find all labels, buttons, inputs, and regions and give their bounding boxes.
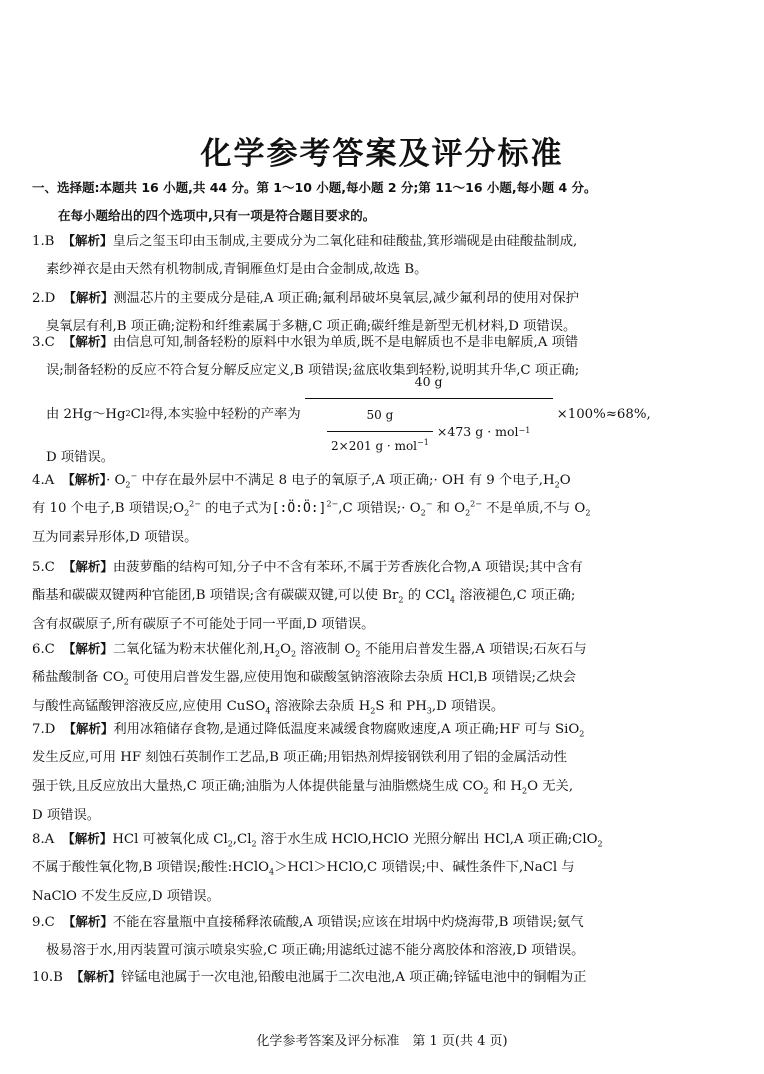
inner-fraction: $\frac{50 g}{2\times 201 g \cdot mol^{-1}}$ [327,401,433,461]
analysis-tag: 【解析】 [62,831,113,846]
electron-formula: [:Ö:Ö:] [271,501,327,516]
analysis-tag: 【解析】 [63,721,114,736]
analysis-tag: 【解析】 [62,334,113,349]
answer-number: 1.B [32,234,55,249]
page-footer: 化学参考答案及评分标准 第 1 页(共 4 页) [256,1034,508,1049]
answer-number: 8.A [32,832,55,847]
section-header-line2: 在每小题给出的四个选项中,只有一项是符合题目要求的。 [58,208,376,223]
analysis-text: 极易溶于水,用丙装置可演示喷泉实验,C 项正确;用滤纸过滤不能分离胶体和溶液,D 项错误。 [46,943,585,958]
answer-item-7: 7.D 【解析】利用冰箱储存食物,是通过降低温度来减缓食物腐败速度,A 项正确;HF 可与 SiO$_2$ 发生反应,可用 HF 刻蚀石英制作工艺品,B 项正确;用铝热剂焊接钢铁利用了铝的金属活动性 强于铁,且反应放出大量热,C 项正确;油脂为人体提供能量与油脂燃烧生成 $CO_2$ 和 $H_2O$ 无关, D 项错误。 [32,714,734,830]
analysis-text: 不能在容量瓶中直接稀释浓硫酸,A 项错误;应该在坩埚中灼烧海带,B 项错误;氨气 [112,915,584,930]
analysis-text: 误;制备轻粉的反应不符合复分解反应定义,B 项错误;盆底收集到轻粉,说明其升华,C 项正确; [46,363,580,378]
answer-item-10 [32,962,734,991]
analysis-text: 锌锰电池属于一次电池,铅酸电池属于二次电池,A 项正确;锌锰电池中的铜帽为正 [120,970,587,985]
analysis-text: 臭氧层有利,B 项正确;淀粉和纤维素属于多糖,C 项正确;碳纤维是新型无机材料,D 项错误。 [46,319,577,334]
analysis-text: 测温芯片的主要成分是硅,A 项正确;氟利昂破坏臭氧层,减少氟利昂的使用对保护 [113,291,579,306]
fraction: 40 g $\frac{50 g}{2\times 201 g \cdot mol^{-1}}$ ×473 g · mol −1 [305,367,553,461]
analysis-tag: 【解析】 [62,914,113,929]
section-header [32,174,744,230]
answer-number: 7.D [32,722,56,737]
analysis-text: 含有叔碳原子,所有碳原子不可能处于同一平面,D 项错误。 [32,617,375,632]
analysis-tag: 【解析】 [62,559,113,574]
answer-item-3 [32,327,734,472]
answer-item-8: 8.A 【解析】HCl 可被氧化成 $Cl_2,Cl_2$ 溶于水生成 HClO,HClO 光照分解出 HCl,A 项正确;ClO$_2$ 不属于酸性氧化物,B 项错误;酸性:HClO$_4$＞HCl＞HClO,C 项错误;中、碱性条件下,NaCl 与 NaClO 不发生反应,D 项错误。 [32,824,734,911]
page-title: 化学参考答案及评分标准 [200,136,564,172]
analysis-text: 发生反应,可用 HF 刻蚀石英制作工艺品,B 项正确;用铝热剂焊接钢铁利用了铝的金属活动性 [32,750,567,765]
analysis-tag: 【解析】 [62,641,113,656]
answer-item-1 [32,226,734,284]
analysis-text: NaClO 不发生反应,D 项错误。 [32,889,220,904]
analysis-text: 由信息可知,制备轻粉的原料中水银为单质,既不是电解质也不是非电解质,A 项错 [112,335,579,350]
analysis-text: D 项错误。 [32,808,101,823]
answer-number: 2.D [32,291,56,306]
answer-item-5: 5.C 【解析】由菠萝酯的结构可知,分子中不含有苯环,不属于芳香族化合物,A 项错误;其中含有 酯基和碳碳双键两种官能团,B 项错误;含有碳碳双键,可以使 $Br_2$ 的 CCl$_4$ 溶液褪色,C 项正确; 含有叔碳原子,所有碳原子不可能处于同一平面,D 项错误。 [32,552,734,639]
analysis-text: D 项错误。 [46,450,115,465]
answer-item-4: 4.A 【解析】· $O_2^-$ 中存在最外层中不满足 8 电子的氧原子,A 项正确;· OH 有 9 个电子$,H_2O$ 有 10 个电子,B 项错误$;O_2^{2-}$ 的电子式为[:Ö:Ö:]$^{2-}$,C 项错误;· $O_2^-$ 和 $O_2^{2-}$ 不是单质,不与 $O_2$ 互为同素异形体,D 项错误。 [32,465,734,552]
analysis-tag: 【解析】 [62,472,107,487]
answer-item-6: 6.C 【解析】二氧化锰为粉末状催化剂$,H_2O_2$ 溶液制 $O_2$ 不能用启普发生器,A 项错误;石灰石与 稀盐酸制备 $CO_2$ 可使用启普发生器,应使用饱和碳酸氢钠溶液除去杂质 HCl,B 项错误;乙炔会 与酸性高锰酸钾溶液反应,应使用 CuSO$_4$ 溶液除去杂质 $H_2S$ 和 $PH_3,D$ 项错误。 [32,634,734,721]
answer-number: 5.C [32,560,55,575]
analysis-text: 素纱禅衣是由天然有机物制成,青铜雁鱼灯是由合金制成,故选 B。 [46,262,428,277]
analysis-text: 由菠萝酯的结构可知,分子中不含有苯环,不属于芳香族化合物,A 项错误;其中含有 [112,560,583,575]
answer-number: 9.C [32,915,55,930]
analysis-tag: 【解析】 [62,233,113,248]
answer-item-9 [32,907,734,965]
analysis-text: 互为同素异形体,D 项错误。 [32,530,198,545]
yield-formula: 由 2Hg～Hg 2 Cl 2 得,本实验中轻粉的产率为 40 g $\frac{50 g}{2\times 201 g \cdot mol^{-1}}$ ×473 g · mol −1 ×100%≈68%, [32,385,734,443]
answer-number: 4.A [32,473,55,488]
answer-number: 6.C [32,642,55,657]
analysis-text: 皇后之玺玉印由玉制成,主要成分为二氧化硅和硅酸盐,箕形端砚是由硅酸盐制成, [112,234,578,249]
analysis-tag: 【解析】 [63,290,114,305]
answer-number: 3.C [32,335,55,350]
section-header-line1: 一、选择题:本题共 16 小题,共 44 分。第 1～10 小题,每小题 2 分;第 11～16 小题,每小题 4 分。 [32,180,597,195]
analysis-tag: 【解析】 [70,969,121,984]
answer-number: 10.B [32,970,63,985]
